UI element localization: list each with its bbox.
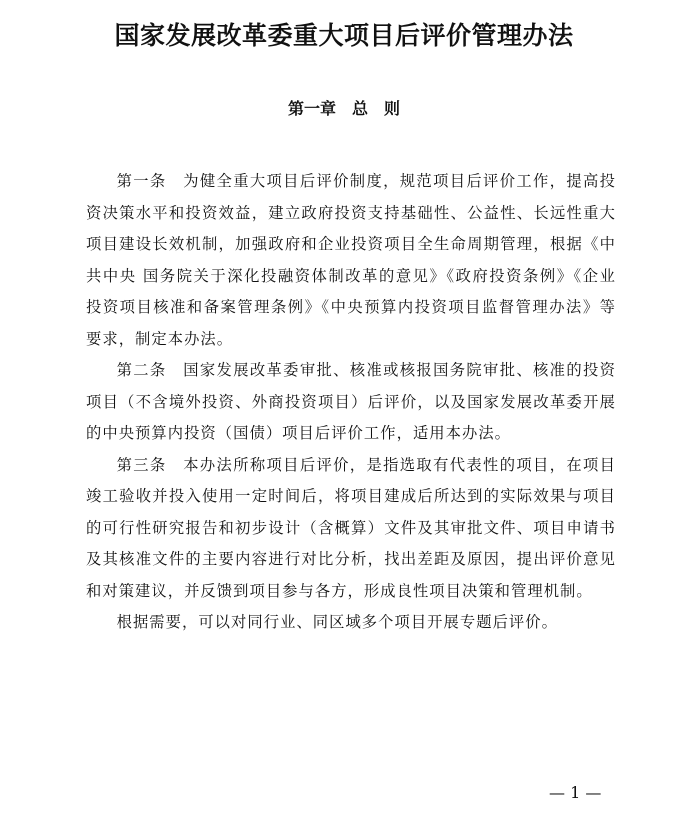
document-title: 国家发展改革委重大项目后评价管理办法	[114, 21, 574, 50]
document-body	[86, 166, 616, 639]
chapter-heading: 第一章 总 则	[287, 99, 400, 118]
article-2-paragraph: 第二条 国家发展改革委审批、核准或核报国务院审批、核准的投资项目（不含境外投资、外商投资项目）后评价，以及国家发展改革委开展的中央预算内投资（国债）项目后评价工作，适用本办法。	[86, 361, 616, 442]
supplementary-paragraph: 根据需要，可以对同行业、同区域多个项目开展专题后评价。	[116, 613, 558, 631]
page-number: — 1 —	[549, 783, 602, 802]
article-1-paragraph: 第一条 为健全重大项目后评价制度，规范项目后评价工作，提高投资决策水平和投资效益，建立政府投资支持基础性、公益性、长远性重大项目建设长效机制，加强政府和企业投资项目全生命周期管理，根据《中共中央 国务院关于深化投融资体制改革的意见》《政府投资条例》《企业投资项目核准和备案管理条例》《中央预算内投资项目监督管理办法》等要求，制定本办法。	[86, 172, 616, 348]
article-3-paragraph: 第三条 本办法所称项目后评价，是指选取有代表性的项目，在项目竣工验收并投入使用一定时间后，将项目建成后所达到的实际效果与项目的可行性研究报告和初步设计（含概算）文件及其审批文件、项目申请书及其核准文件的主要内容进行对比分析，找出差距及原因，提出评价意见和对策建议，并反馈到项目参与各方，形成良性项目决策和管理机制。	[86, 455, 616, 600]
